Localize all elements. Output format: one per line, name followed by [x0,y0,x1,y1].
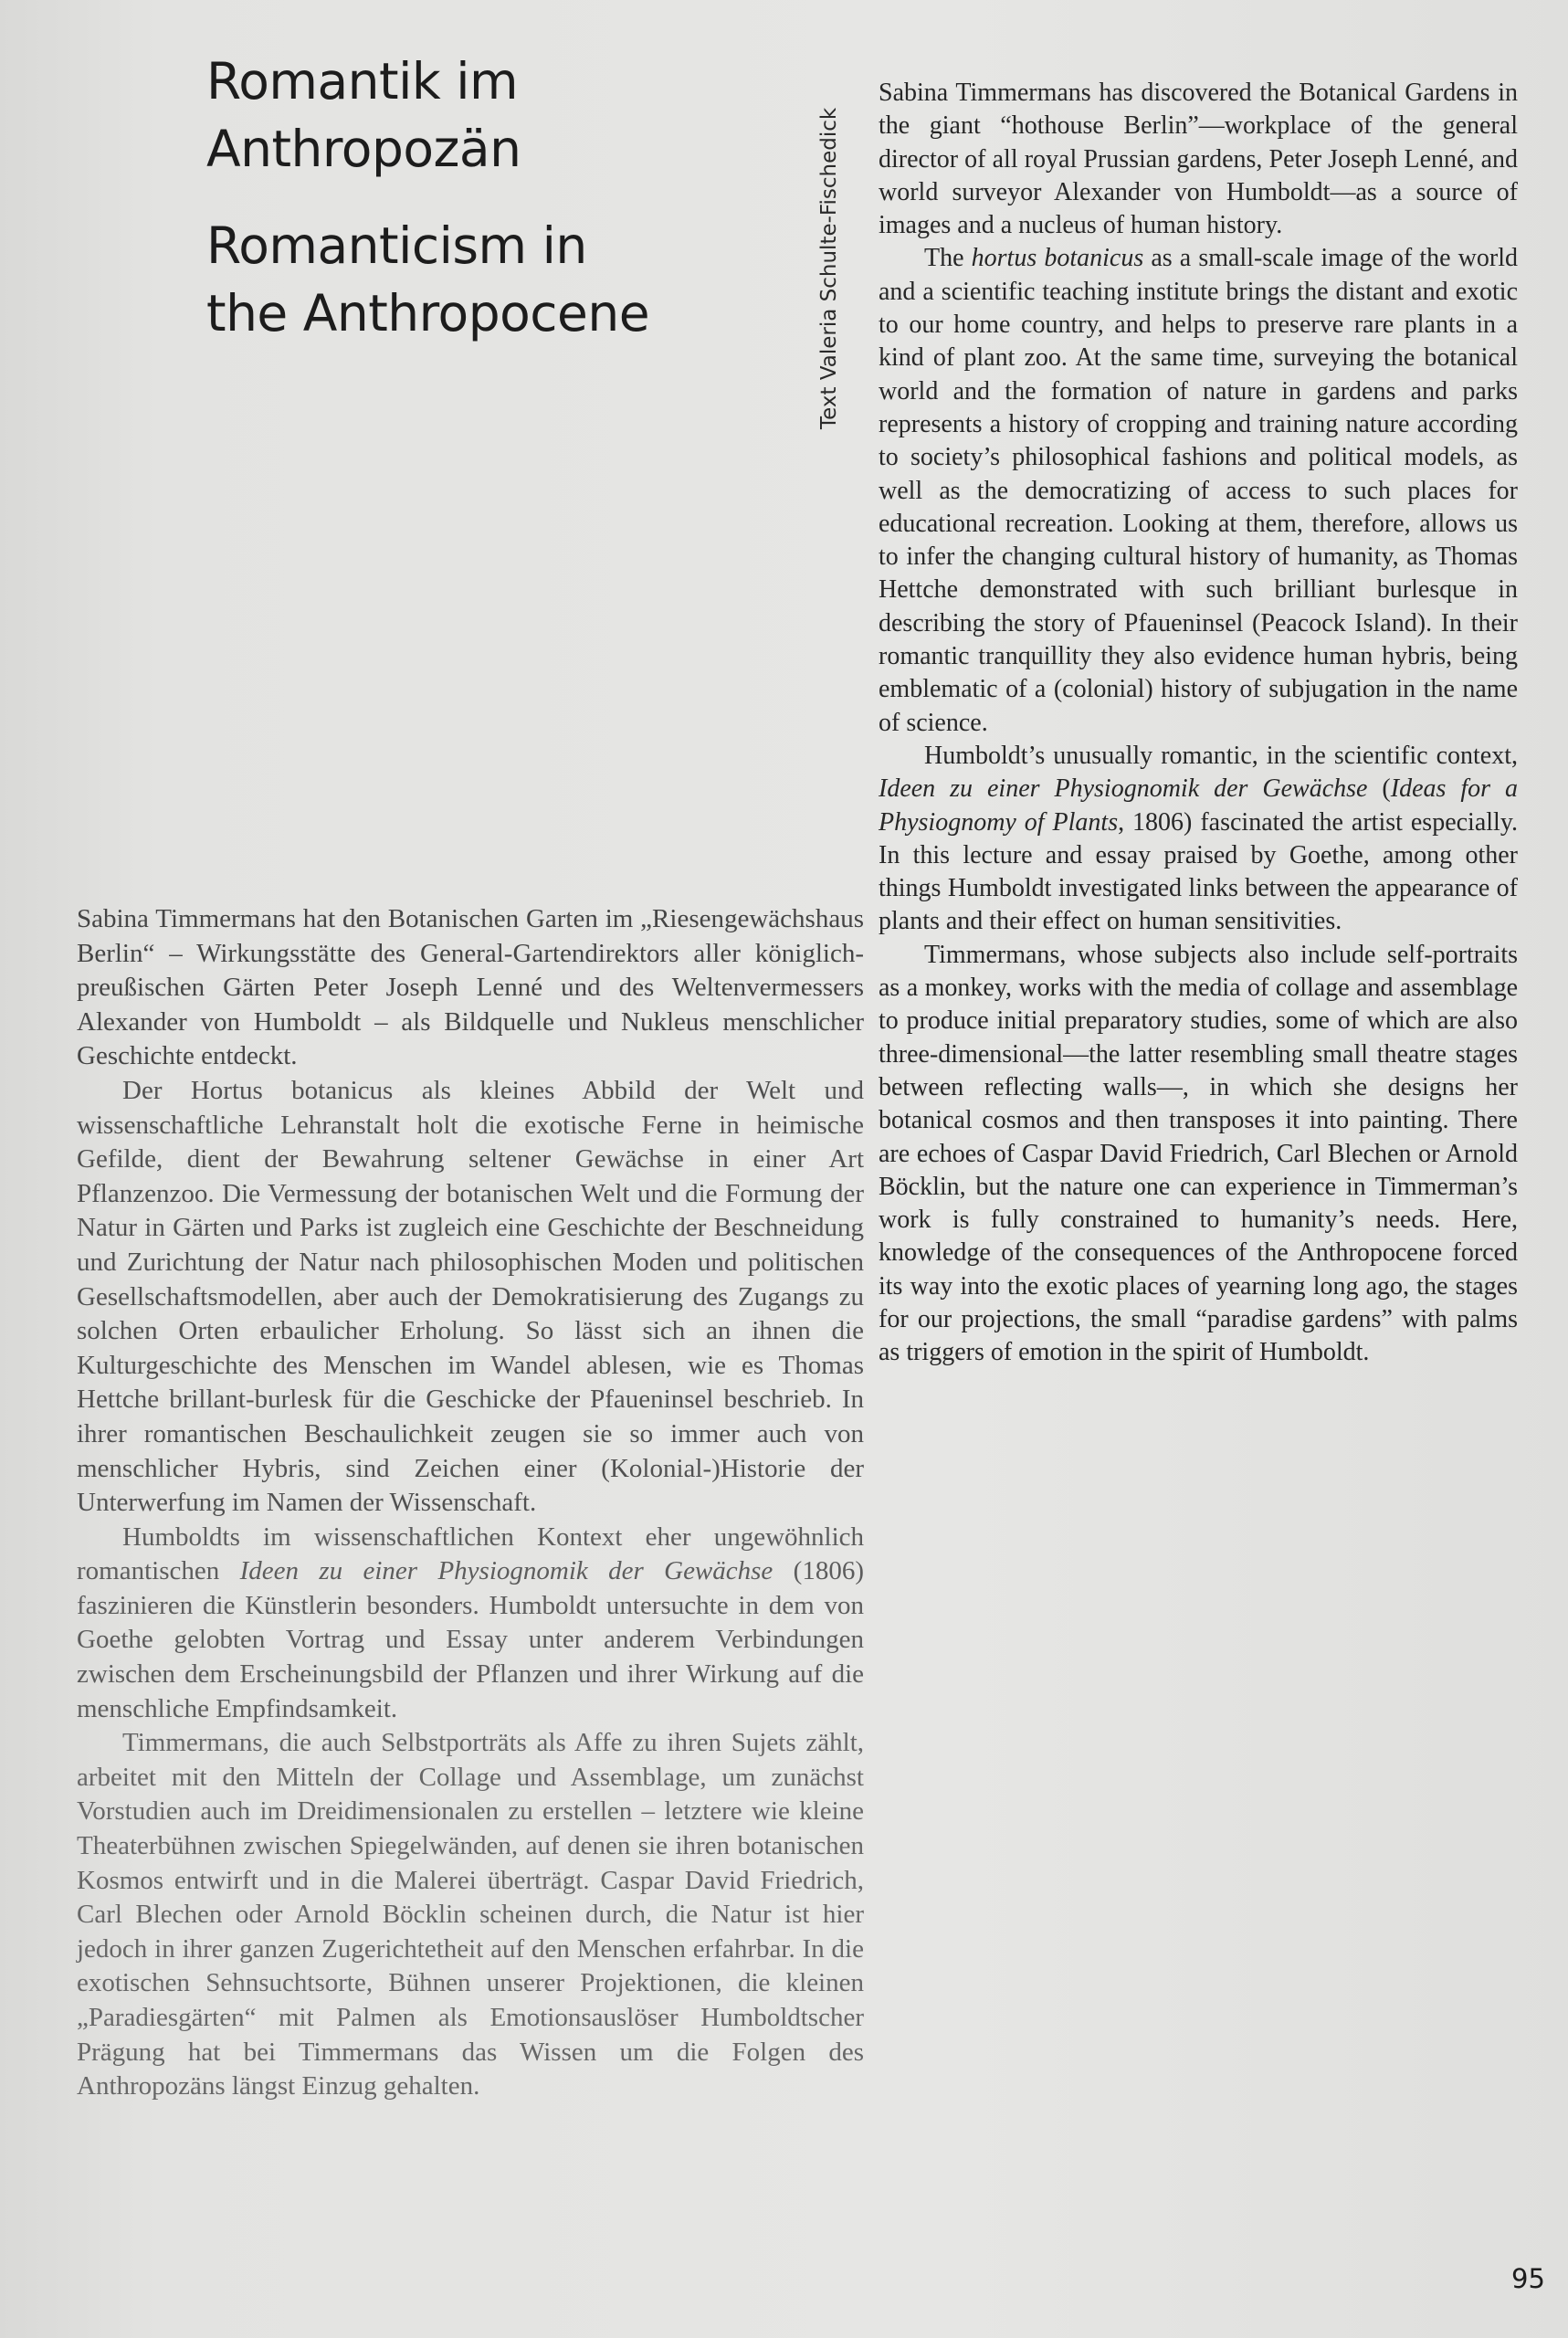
english-paragraph-2 [879,242,1518,739]
german-text-column [77,902,864,2104]
english-p2-italic: hortus botanicus [971,244,1144,273]
title-english-line-2: the Anthropocene [206,284,650,342]
english-paragraph-1: Sabina Timmermans has discovered the Botanical Gardens in the giant “hothouse Berlin”—workplace of the general director of all royal Prussian gardens, Peter Joseph Lenné, and world surveyor Alexander von Humboldt—as a source of images and a nucleus of human history. [879,79,1518,240]
title-english [206,212,791,347]
german-p3-text: Humboldts im wissenschaftlichen Kontext eher ungewöhnlich romantischen [77,1522,864,1586]
german-paragraph-3 [77,1521,864,1727]
page-number: 95 [1511,2263,1545,2294]
english-p3-paren: ( [1367,774,1391,804]
german-p3-text-end: (1806) faszinieren die Künstlerin besonders. Humboldt untersuchte in dem von Goethe gelobten Vortrag und Essay unter anderem Verbindungen zwischen dem Erscheinungsbild der Pflanzen und ihrer Wirkung auf die menschliche Empfindsamkeit. [77,1556,864,1723]
english-text-column [879,77,1518,1370]
english-p2-text-end: as a small-scale image of the world and a scientific teaching institute brings the distant and exotic to our home country, and helps to preserve rare plants in a kind of plant zoo. At the same time, surveying the botanical world and the formation of nature in gardens and parks represents a history of cropping and training nature according to society’s philosophical fashions and political models, as well as the democratizing of access to such places for educational recreation. Looking at them, therefore, allows us to infer the changing cultural history of humanity, as Thomas Hettche demonstrated with such brilliant burlesque in describing the story of Pfaueninsel (Peacock Island). In their romantic tranquillity they also evidence human hybris, being emblematic of a (colonial) history of subjugation in the name of science. [879,244,1519,737]
author-byline: Text Valeria Schulte-Fischedick [817,107,841,429]
german-p3-italic-title: Ideen zu einer Physiognomik der Gewächse [239,1556,773,1586]
english-p2-text: The [924,244,972,273]
german-paragraph-2: Der Hortus botanicus als kleines Abbild der Welt und wissenschaftliche Lehranstalt holt die exotische Ferne in heimische Gefilde, dient der Bewahrung seltener Gewächse in einer Art Pflanzenzoo. Die Vermessung der botanischen Welt und die Formung der Natur in Gärten und Parks ist zugleich eine Geschichte der Beschneidung und Zurichtung der Natur nach philosophischen Moden und politischen Gesellschaftsmodellen, aber auch der Demokratisierung des Zugangs zu solchen Orten erbaulicher Erholung. So lässt sich an ihnen die Kulturgeschichte des Menschen im Wandel ablesen, wie es Thomas Hettche brillant-burlesk für die Geschicke der Pfaueninsel beschrieb. In ihrer romantischen Beschaulichkeit zeugen sie so immer auch von menschlicher Hybris, sind Zeichen einer (Kolonial-)Historie der Unterwerfung im Namen der Wissenschaft. [77,1075,864,1518]
english-p3-italic-title: Ideen zu einer Physiognomik der Gewächse [879,774,1368,804]
english-p3-italic-translation: Ideas for a Physiognomy of Plants [879,774,1518,837]
english-paragraph-3 [879,740,1518,939]
english-paragraph-4: Timmermans, whose subjects also include self-portraits as a monkey, works with the media of collage and assemblage to produce initial preparatory studies, some of which are also three-dimensional—the latter resembling small theatre stages between reflecting walls—, in which she designs her botanical cosmos and then transposes it into painting. There are echoes of Caspar David Friedrich, Carl Blechen or Arnold Böcklin, but the nature one can experience in Timmerman’s work is fully constrained to humanity’s needs. Here, knowledge of the consequences of the Anthropocene forced its way into the exotic places of yearning long ago, the stages for our projections, the small “paradise gardens” with palms as triggers of emotion in the spirit of Humboldt. [879,940,1518,1367]
english-p3-text-end: , 1806) fascinated the artist especially. In this lecture and essay praised by Goethe, among other things Humboldt investigated links between the appearance of plants and their effect on human sensitivities. [879,807,1518,936]
title-german [206,47,791,183]
german-paragraph-1: Sabina Timmermans hat den Botanischen Garten im „Riesengewächshaus Berlin“ – Wirkungsstätte des General-Gartendirektors aller königlich-preußischen Gärten Peter Joseph Lenné und des Weltenvermessers Alexander von Humboldt – als Bildquelle und Nukleus menschlicher Geschichte entdeckt. [77,904,864,1071]
article-title [206,47,791,347]
english-p3-text: Humboldt’s unusually romantic, in the scientific context, [924,741,1518,770]
title-german-line-2: Anthropozän [206,120,521,178]
title-german-line-1: Romantik im [206,52,519,111]
title-english-line-1: Romanticism in [206,216,587,275]
german-paragraph-4: Timmermans, die auch Selbstporträts als Affe zu ihren Sujets zählt, arbeitet mit den Mitteln der Collage und Assemblage, um zunächst Vorstudien auch im Dreidimensionalen zu erstellen – letztere wie kleine Theaterbühnen zwischen Spiegelwänden, auf denen sie ihren botanischen Kosmos entwirft und in die Malerei überträgt. Caspar David Friedrich, Carl Blechen oder Arnold Böcklin scheinen durch, die Natur ist hier jedoch in ihrer ganzen Zugerichtetheit auf den Menschen erfahrbar. In die exotischen Sehnsuchtsorte, Bühnen unserer Projektionen, die kleinen „Paradiesgärten“ mit Palmen als Emotionsauslöser Humboldtscher Prägung hat bei Timmermans das Wissen um die Folgen des Anthropozäns längst Einzug gehalten. [77,1728,864,2101]
